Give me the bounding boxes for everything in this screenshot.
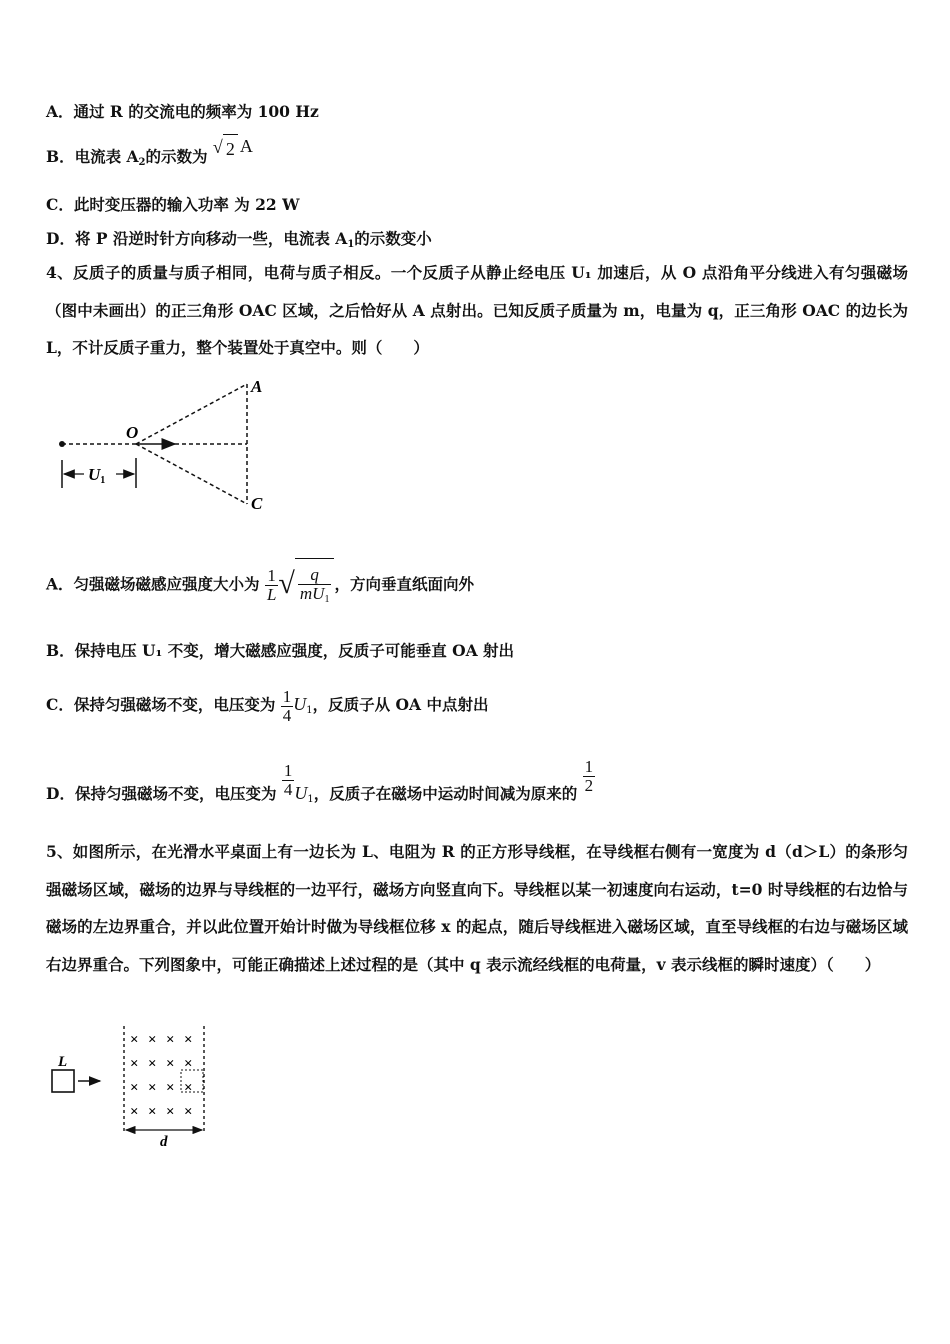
field-cross: × [166,1080,175,1096]
field-cross: × [130,1080,139,1096]
q4-option-a-prefix: A．匀强磁场磁感应强度大小为 [46,574,260,594]
q4-stem: 4、反质子的质量与质子相同，电荷与质子相反。一个反质子从静止经电压 U₁ 加速后，从 O 点沿角平分线进入有匀强磁场（图中未画出）的正三角形 OAC 区域，之后恰好从 A 点射出。已知反质子质量为 m，电量为 q，正三角形 OAC 的边长为 L，不计反质子重力，整个装置处于真空中。则（ ） [46,263,908,357]
frac-den: 2 [584,776,594,795]
frac-num: 1 [282,686,292,706]
field-cross: × [184,1080,193,1096]
field-cross: × [166,1032,175,1048]
q5-stem: 5、如图所示，在光滑水平桌面上有一边长为 L、电阻为 R 的正方形导线框，在导线框右侧有一宽度为 d（d＞L）的条形匀强磁场区域，磁场的边界与导线框的一边平行，磁场方向竖直向下。导线框以某一初速度向右运动，t=0 时导线框的右边恰与磁场的左边界重合，并以此位置开始计时做为导线框位移 x 的起点，随后导线框进入磁场区域，直至导线框的右边与磁场区域右边界重合。下列图象中，可能正确描述上述过程的是（其中 q 表示流经线框的电荷量，v 表示线框的瞬时速度）（ ） [46,842,908,974]
label-a: A [251,377,263,396]
field-cross: × [184,1056,193,1072]
q4-option-d-frac [282,762,295,799]
sqrt-num: q [298,566,332,585]
sqrt-den-sub: 1 [324,594,330,606]
q4-option-d-prefix: D．保持匀强磁场不变，电压变为 [46,784,277,803]
sqrt-body [295,558,335,615]
sqrt-two-value: 2 [223,134,238,163]
frac-num: 1 [265,567,278,586]
q4-option-a-suffix: ，方向垂直纸面向外 [334,574,474,594]
label-o: O [126,423,139,442]
voltage-u: U [294,783,308,803]
q3-option-b-mid: 的示数为 [145,147,208,166]
frac-den: 4 [283,780,293,799]
q4-option-c-prefix: C．保持匀强磁场不变，电压变为 [46,695,276,714]
q3-option-d-sub: 1 [347,239,355,250]
q4-figure [50,372,280,522]
field-cross: × [166,1056,175,1072]
start-point [59,441,65,447]
label-d: d [160,1134,168,1150]
voltage-u: U [293,694,307,714]
field-cross: × [184,1104,193,1120]
q3-option-c: C．此时变压器的输入功率 为 22 W [46,195,300,214]
sqrt-two: √ 2 [213,133,238,163]
q3-option-b [46,136,253,177]
q4-option-a [46,556,474,615]
triangle-edge-oc [136,444,247,504]
label-l: L [58,1054,68,1070]
label-u1-sub: 1 [100,475,106,486]
frac-num: 1 [283,761,293,780]
field-cross: × [148,1080,157,1096]
label-c: C [251,494,263,513]
q3-option-a: A．通过 R 的交流电的频率为 100 Hz [46,102,319,121]
square-loop [52,1070,74,1092]
field-cross: × [184,1032,193,1048]
q4-option-b: B．保持电压 U₁ 不变，增大磁感应强度，反质子可能垂直 OA 射出 [46,641,515,660]
field-cross: × [130,1104,139,1120]
q4-option-c [46,676,488,739]
q4-option-d-end-frac [583,758,596,795]
q4-option-d-suffix: ，反质子在磁场中运动时间减为原来的 [313,784,578,803]
q3-option-b-sub: 2 [138,157,146,168]
q3-option-d-prefix: D．将 P 沿逆时针方向移动一些，电流表 A [46,229,348,248]
magnetic-field-crosses [130,1032,193,1120]
field-cross: × [130,1032,139,1048]
field-cross: × [148,1032,157,1048]
q3-option-b-unit: A [239,136,253,156]
voltage-u-sub: 1 [306,705,313,716]
frac-num: 1 [584,757,594,776]
sqrt-radical: √ $\frac{q}{mU_1}$ [278,556,334,615]
q4-option-a-frac [265,567,278,604]
q4-option-c-suffix: ，反质子从 OA 中点射出 [312,695,489,714]
frac-den: L [266,584,277,604]
label-u1-main: U [88,465,101,484]
triangle-edge-oa [136,384,247,444]
field-cross: × [130,1056,139,1072]
label-u1 [88,465,105,486]
q5-figure [44,1022,224,1150]
voltage-u-sub: 1 [307,794,314,805]
sqrt-den-main: mU [299,584,325,604]
field-cross: × [148,1056,157,1072]
q3-option-d-suffix: 的示数变小 [354,229,432,248]
frac-den: 4 [282,705,292,725]
q3-option-d [46,229,432,255]
q3-option-b-prefix: B．电流表 A [46,147,139,166]
field-cross: × [166,1104,175,1120]
q4-option-d [46,758,595,835]
sqrt-den [298,585,332,609]
field-cross: × [148,1104,157,1120]
q4-option-c-frac [281,688,294,725]
sqrt-frac [298,566,332,609]
